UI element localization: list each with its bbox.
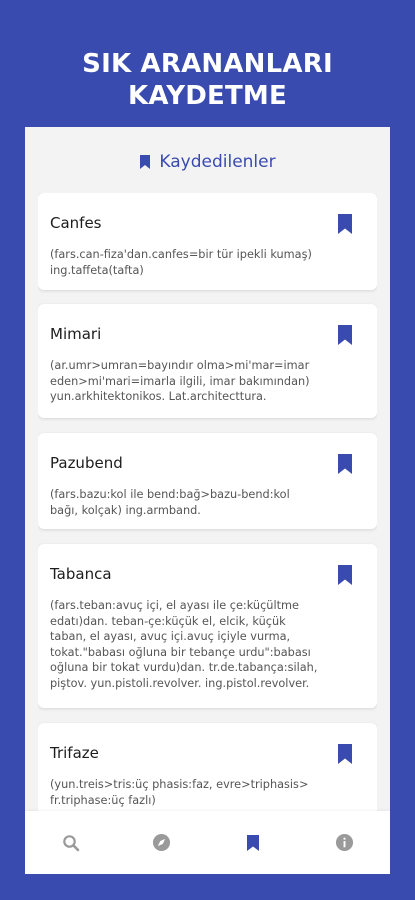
bottom-tab-bar [25, 811, 390, 874]
bookmark-filled-icon[interactable] [337, 743, 353, 765]
list-item[interactable] [38, 544, 377, 708]
page-title: Kaydedilenler [159, 152, 276, 172]
word-description: (fars.bazu:kol ile bend:bağ>bazu-bend:kol bağı, kolçak) ing.armband. [50, 488, 290, 517]
bookmark-filled-icon[interactable] [337, 324, 353, 346]
bookmark-filled-icon[interactable] [337, 213, 353, 235]
tab-info[interactable] [324, 823, 364, 863]
bookmark-icon [139, 154, 151, 170]
word-description: (yun.treis>tris:üç phasis:faz, evre>triphasis> fr.triphase:üç fazlı) [50, 778, 309, 807]
tab-explore[interactable] [142, 823, 182, 863]
bookmark-filled-icon[interactable] [337, 453, 353, 475]
phone-screen [25, 127, 390, 874]
list-item[interactable] [38, 193, 377, 290]
list-item[interactable] [38, 304, 377, 418]
word-title: Canfes [50, 214, 102, 232]
word-description: (fars.teban:avuç içi, el ayası ile çe:küçültme edatı)dan. teban-çe:küçük el, elcik, küçük taban, el ayası, avuç içi.avuç içiyle vurma, tokat."babası oğluna bir tebançe urdu":babası oğluna bir tokat vurdu)dan. tr.de.tabança:silah, piştov. yun.pistoli.revolver. ing.pistol.revolver. [50, 599, 318, 690]
saved-header [25, 149, 390, 175]
tab-saved[interactable] [233, 823, 273, 863]
compass-icon [152, 833, 171, 852]
bookmark-filled-icon[interactable] [337, 564, 353, 586]
hero-title-line-1: SIK ARANANLARI [82, 49, 333, 79]
search-icon [62, 834, 80, 852]
word-description: (fars.can-fiza'dan.canfes=bir tür ipekli kumaş) ing.taffeta(tafta) [50, 248, 312, 277]
word-title: Tabanca [50, 565, 112, 583]
saved-list[interactable] [38, 193, 377, 811]
hero-title [0, 48, 415, 112]
word-title: Trifaze [50, 744, 99, 762]
list-item[interactable] [38, 433, 377, 529]
info-icon [335, 833, 354, 852]
word-description: (ar.umr>umran=bayındır olma>mi'mar=imar eden>mi'mari=imarla ilgili, imar bakımından) yun.arkhitektonikos. Lat.architecttura. [50, 359, 310, 403]
word-title: Mimari [50, 325, 102, 343]
tab-search[interactable] [51, 823, 91, 863]
bookmark-icon [246, 834, 260, 852]
hero-title-line-2: KAYDETME [128, 81, 287, 111]
list-item[interactable] [38, 723, 377, 811]
word-title: Pazubend [50, 454, 123, 472]
